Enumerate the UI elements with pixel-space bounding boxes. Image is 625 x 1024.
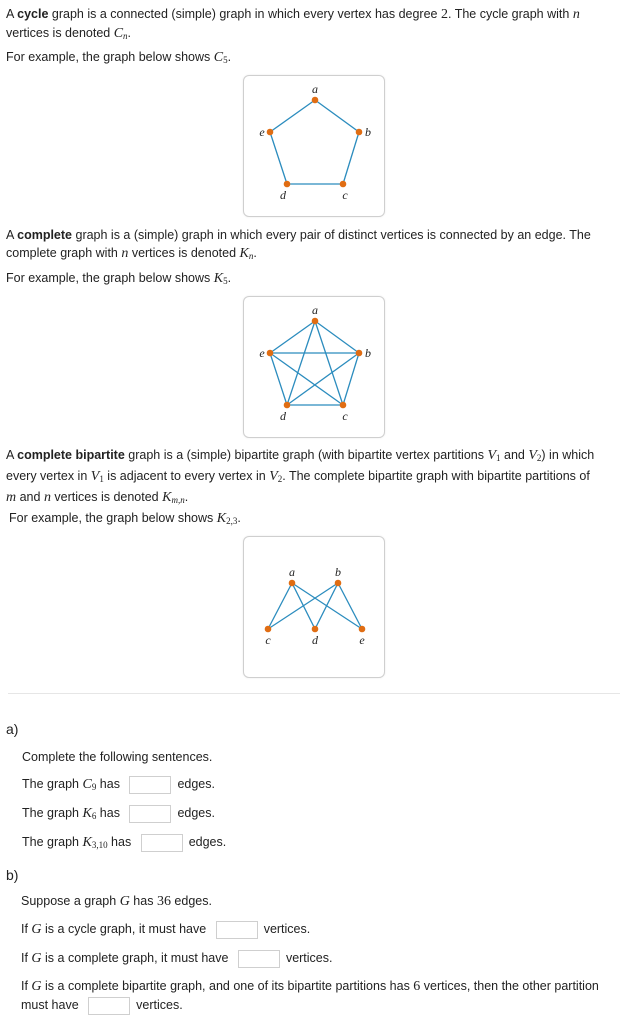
part-b-q3-cont: must have vertices. (21, 996, 183, 1015)
part-a-label: a) (6, 721, 19, 737)
k5-edge-bc (343, 353, 359, 405)
c5-edge-ea (270, 100, 315, 132)
k3-10-edges-input[interactable] (141, 834, 183, 852)
part-a-q2: The graph $K_6$ has edges. (22, 806, 215, 821)
part-b-q1: If G is a cycle graph, it must have vertices. (21, 922, 311, 937)
k5-vertex-e (267, 350, 274, 357)
cycle-vertices-input[interactable] (216, 921, 258, 939)
c5-graph-figure (243, 75, 385, 217)
k5-vertex-b (356, 350, 363, 357)
k23-vertex-b (335, 580, 342, 587)
k5-vertex-label-b: b (365, 346, 371, 360)
bipartite-example: For example, the graph below shows $K_{2,3}$. (9, 511, 241, 526)
k5-vertex-label-e: e (259, 346, 265, 360)
c5-vertex-c (340, 181, 347, 188)
k5-edge-ad (287, 321, 315, 405)
k23-vertex-e (359, 626, 366, 633)
k5-vertex-c (340, 402, 347, 409)
c5-graph (244, 76, 384, 216)
part-b-intro: Suppose a graph G has 36 edges. (21, 894, 212, 909)
c5-edge-bc (343, 132, 359, 184)
k23-graph-figure (243, 536, 385, 678)
cycle-example: For example, the graph below shows $C_5$. (6, 50, 232, 65)
k5-edge-bd (287, 353, 359, 405)
complete-example: For example, the graph below shows $K_5$. (6, 271, 232, 286)
c5-vertex-label-c: c (342, 188, 348, 202)
part-a-q3: The graph $K_{3,10}$ has edges. (22, 835, 227, 850)
c5-vertex-b (356, 129, 363, 136)
k5-vertex-label-a: a (312, 303, 318, 317)
k5-vertex-d (284, 402, 291, 409)
k6-edges-input[interactable] (129, 805, 171, 823)
c5-vertex-label-d: d (280, 188, 286, 202)
k5-edge-ab (315, 321, 359, 353)
k5-edge-ae (270, 321, 315, 353)
c5-vertex-a (312, 97, 319, 104)
c5-vertex-label-b: b (365, 125, 371, 139)
k5-edge-ce (270, 353, 343, 405)
c5-vertex-e (267, 129, 274, 136)
section-divider (8, 693, 620, 694)
c5-vertex-label-e: e (259, 125, 265, 139)
part-b-q2: If G is a complete graph, it must have vertices. (21, 951, 333, 966)
bipartite-definition: A complete bipartite graph is a (simple) bipartite graph (with bipartite vertex partitions $V_1$ and $V_2$) in which every vertex in $V_1$ is adjacent to every vertex in $V_2$. The complete bipartite graph with bipartite partitions of m and n vertices is denoted $K_{m,n}$. (6, 448, 595, 505)
c5-vertex-label-a: a (312, 82, 318, 96)
k23-edge-ac (268, 583, 292, 629)
k23-vertex-c (265, 626, 272, 633)
complete-vertices-input[interactable] (238, 950, 280, 968)
c5-edge-de (270, 132, 287, 184)
part-a-q1: The graph $C_9$ has edges. (22, 777, 215, 792)
k23-vertex-a (289, 580, 296, 587)
k5-edge-de (270, 353, 287, 405)
k23-vertex-label-e: e (359, 633, 365, 647)
k5-vertex-label-d: d (280, 409, 286, 423)
c9-edges-input[interactable] (129, 776, 171, 794)
k23-vertex-d (312, 626, 319, 633)
complete-definition: A complete graph is a (simple) graph in which every pair of distinct vertices is connected by an edge. The complete graph with n vertices is denoted $K_n$. (6, 228, 591, 261)
cycle-definition: A cycle graph is a connected (simple) graph in which every vertex has degree 2. The cycle graph with n vertices is denoted $C_n$. (6, 7, 580, 41)
k5-vertex-label-c: c (342, 409, 348, 423)
c5-edge-ab (315, 100, 359, 132)
k5-graph (244, 297, 384, 437)
k5-edge-ac (315, 321, 343, 405)
part-b-q3: If G is a complete bipartite graph, and one of its bipartite partitions has 6 vertices, then the other partition (21, 979, 599, 994)
part-b-label: b) (6, 867, 19, 883)
k5-graph-figure (243, 296, 385, 438)
part-a-intro: Complete the following sentences. (22, 750, 213, 764)
k23-graph (244, 537, 384, 677)
bipartite-vertices-input[interactable] (88, 997, 130, 1015)
c5-vertex-d (284, 181, 291, 188)
k23-vertex-label-d: d (312, 633, 318, 647)
k23-vertex-label-c: c (265, 633, 271, 647)
k5-vertex-a (312, 318, 319, 325)
k23-vertex-label-a: a (289, 565, 295, 579)
k23-vertex-label-b: b (335, 565, 341, 579)
k23-edge-be (338, 583, 362, 629)
